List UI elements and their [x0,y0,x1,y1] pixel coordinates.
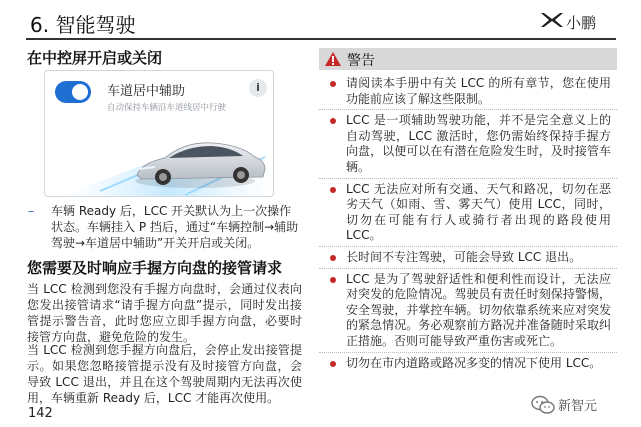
chapter-title: 6. 智能驾驶 [30,13,136,37]
car-illustration [45,111,273,196]
lcc-card-subtitle: 自动保持车辆沿车道线居中行驶 [107,103,227,113]
header-divider [26,38,616,40]
list-item: 切勿在市内道路或路况多变的情况下使用 LCC。 [319,356,617,374]
info-icon[interactable]: i [249,79,267,97]
bullet-dot-icon [330,118,336,124]
takeover-paragraph-2: 当 LCC 检测到您手握方向盘后，会停止发出接管提示。如果您忽略接管提示没有及时接管方向盘，会导致 LCC 退出，并且在这个驾驶周期内无法再次使用，车辆重新 Ready 后，LCC 才能再次使用。 [27,343,302,405]
warning-header [319,48,617,70]
list-item: LCC 无法应对所有交通、天气和路况，切勿在恶劣天气（如雨、雪、雾天气）使用 LCC，同时，切勿在可能有行人或骑行者出现的路段使用 LCC。 [319,182,617,247]
lcc-default-state-note [28,203,300,251]
takeover-paragraph-1: 当 LCC 检测到您没有手握方向盘时，会通过仪表向您发出接管请求“请手握方向盘”提示，同时发出接管提示警告音，此时您应立即手握方向盘，必要时接管方向盘，避免危险的发生。 [27,282,302,344]
toggle-knob [72,84,88,100]
section-heading-toggle: 在中控屏开启或关闭 [27,49,163,67]
list-item: LCC 是为了驾驶舒适性和便利性而设计，无法应对突发的危险情况。驾驶员有责任时刻保持警惕，安全驾驶，并掌控车辆。切勿依靠系统来应对突发的紧急情况。务必观察前方路况并准备随时采取纠正措施。否则可能导致严重伤害或死亡。 [319,272,617,353]
list-item: 长时间不专注驾驶，可能会导致 LCC 退出。 [319,250,617,269]
bullet-dot-icon [330,361,336,367]
note-text: 车辆 Ready 后，LCC 开关默认为上一次操作状态。车辆挂入 P 挡后，通过“车辆控制→辅助驾驶→车道居中辅助”开关开启或关闭。 [51,204,299,250]
xpeng-logo-icon [540,12,564,28]
lcc-settings-card [44,70,274,197]
dash-bullet: – [28,204,34,218]
section-heading-takeover: 您需要及时响应手握方向盘的接管请求 [27,259,283,277]
warning-triangle-icon [324,51,342,67]
list-item: 请阅读本手册中有关 LCC 的所有章节，您在使用功能前应该了解这些限制。 [319,76,617,110]
lcc-toggle-switch[interactable] [55,81,91,103]
warning-list [319,76,617,376]
bullet-dot-icon [330,277,336,283]
bullet-dot-icon [330,187,336,193]
lcc-card-title: 车道居中辅助 [107,84,186,99]
warning-box [319,48,617,393]
page-number: 142 [28,406,53,421]
brand-name: 小鹏 [566,14,597,32]
warning-title: 警告 [347,53,375,69]
wechat-watermark-icon [531,395,555,415]
list-item: LCC 是一项辅助驾驶功能，并不是完全意义上的自动驾驶，LCC 激活时，您仍需始终保持手握方向盘，以便可以在有潜在危险发生时，及时接管车辆。 [319,113,617,178]
watermark-text: 新智元 [558,399,598,414]
bullet-dot-icon [330,255,336,261]
bullet-dot-icon [330,81,336,87]
page-header [0,0,641,40]
